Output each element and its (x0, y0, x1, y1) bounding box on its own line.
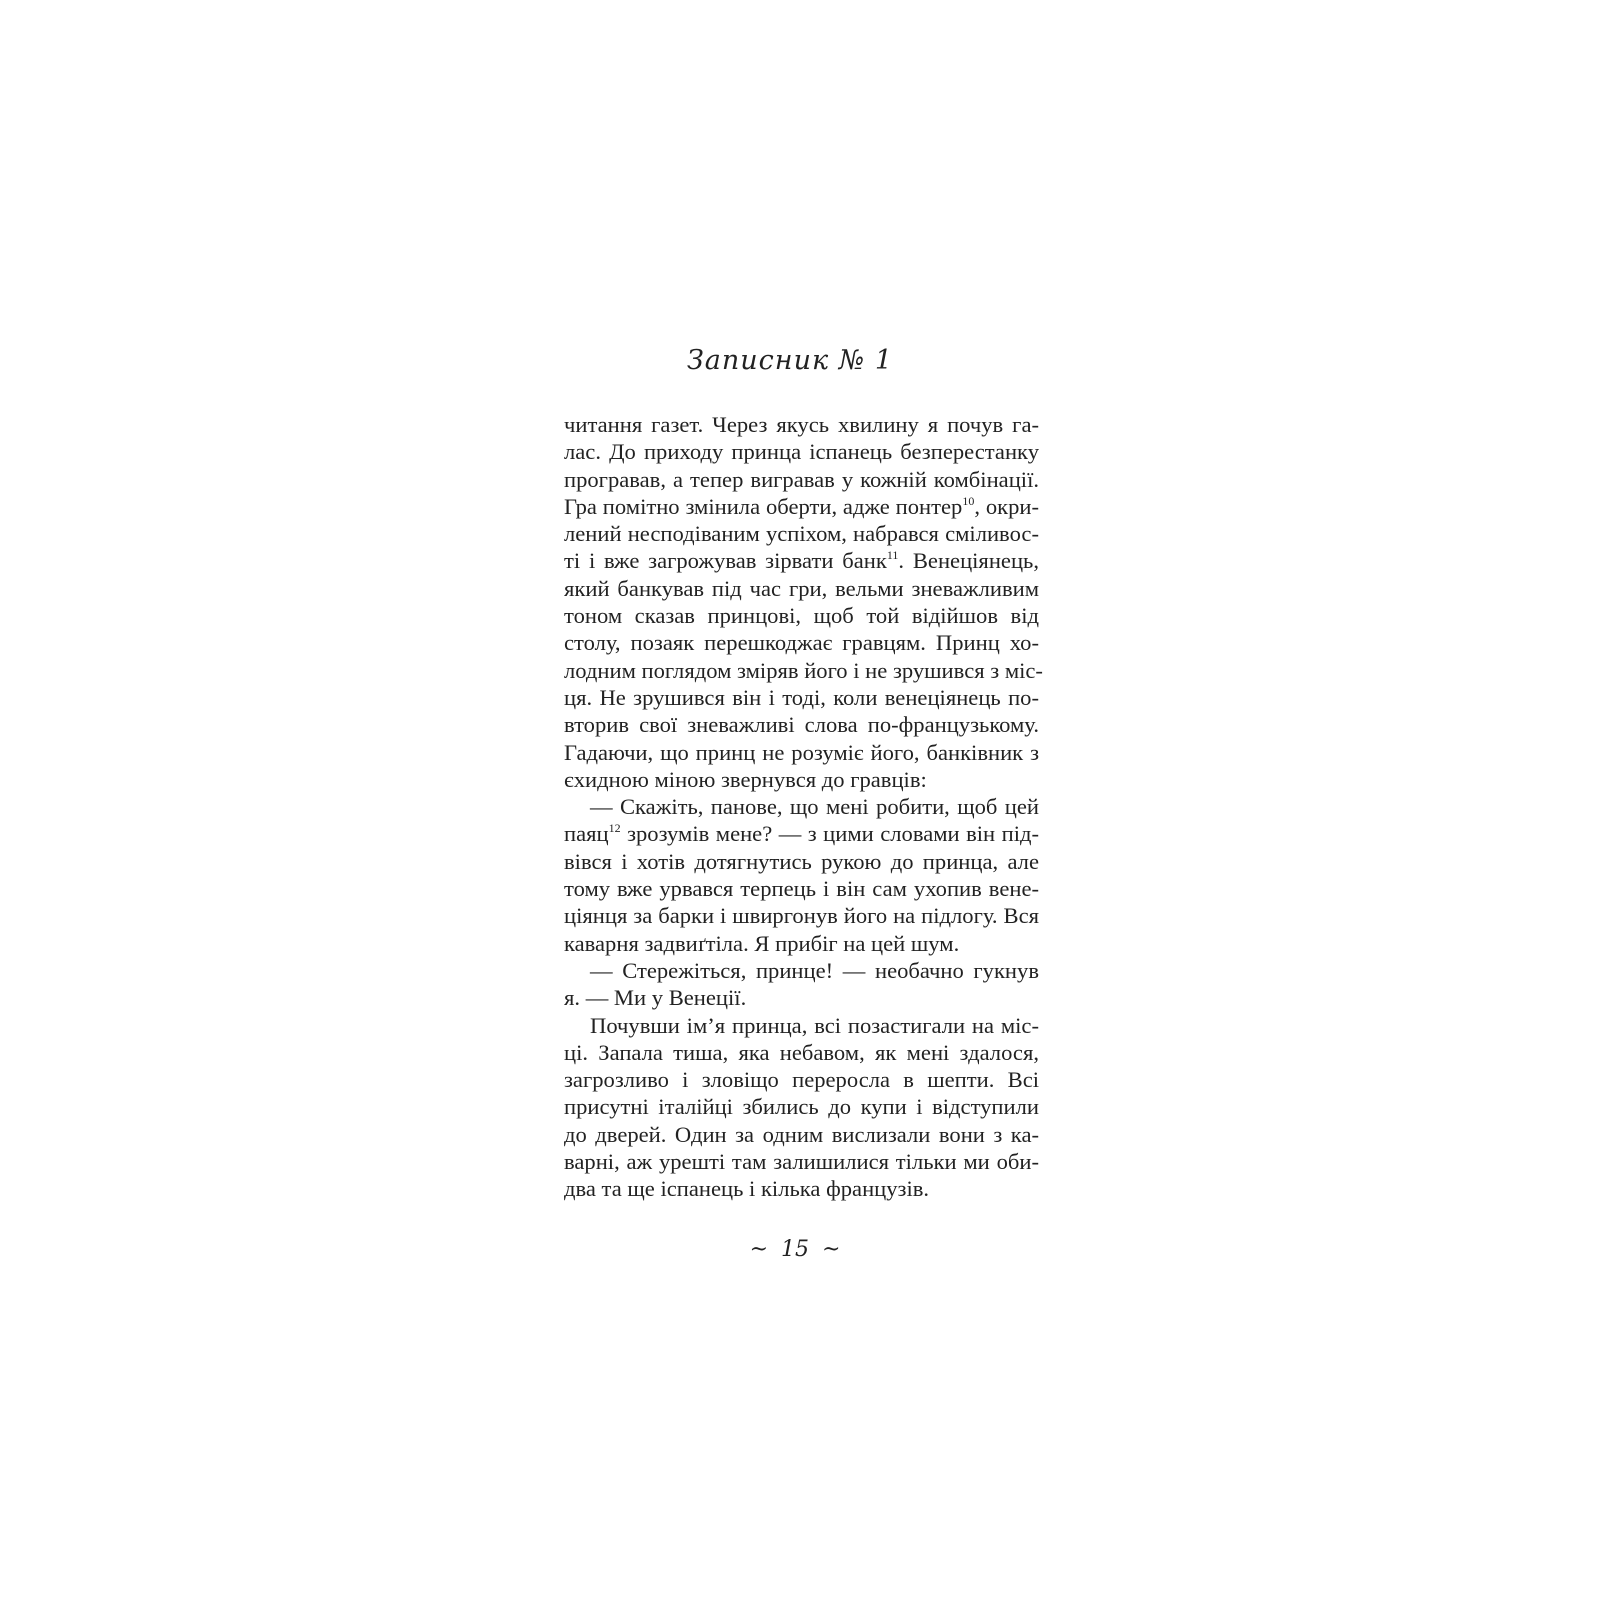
text-segment: , окри- (974, 493, 1040, 519)
text-segment: зрозумів мене? — з цими словами він під- (620, 821, 1039, 847)
text-line (564, 930, 1039, 957)
text-segment: лений несподіваним успіхом, набрався сміливос- (564, 521, 1039, 547)
text-segment: вторив свої зневажливі слова по-французькому. (564, 712, 1039, 738)
text-segment: лодним поглядом зміряв його і не зрушився з міс- (564, 657, 1043, 683)
text-segment: присутні італійці збились до купи і відступили (564, 1094, 1039, 1120)
text-line (564, 957, 1039, 984)
text-line (564, 766, 1039, 793)
text-segment: Почувши ім’я принца, всі позастигали на міс- (590, 1012, 1039, 1038)
footnote-ref: 12 (608, 821, 621, 836)
text-line (564, 575, 1039, 602)
text-segment: варні, аж урешті там залишилися тільки ми оби- (564, 1149, 1039, 1175)
text-line (564, 466, 1039, 493)
text-line (564, 684, 1039, 711)
footnote-ref: 10 (962, 493, 975, 508)
text-segment: Гадаючи, що принц не розуміє його, банківник з (564, 739, 1039, 765)
text-segment: — Стережіться, принце! — необачно гукнув (590, 957, 1039, 983)
text-segment: Гра помітно змінила оберти, адже понтер (564, 493, 963, 519)
text-line (564, 984, 1039, 1011)
text-segment: лас. До приходу принца іспанець безперестанку (564, 439, 1039, 465)
text-segment: тому вже урвався терпець і він сам ухопив вене- (564, 876, 1039, 902)
text-segment: загрозливо і зловіщо переросла в шепти. Всі (564, 1067, 1039, 1093)
text-line (564, 820, 1039, 847)
text-line (564, 1093, 1039, 1120)
text-line (564, 602, 1039, 629)
text-line (564, 1148, 1039, 1175)
text-line (564, 438, 1039, 465)
text-line (564, 875, 1039, 902)
text-line (564, 411, 1039, 438)
running-head: Записник № 1 (686, 345, 893, 376)
text-segment: я. — Ми у Венеції. (564, 985, 747, 1011)
text-line (564, 1121, 1039, 1148)
text-segment: до дверей. Один за одним вислизали вони з ка- (564, 1121, 1039, 1147)
body-text (564, 411, 1043, 1203)
text-segment: ціянця за барки і швиргонув його на підлогу. Вся (564, 903, 1039, 929)
page-number-footer (0, 1237, 1595, 1262)
text-segment: столу, позаяк перешкоджає гравцям. Принц хо- (564, 630, 1039, 656)
text-line (564, 1066, 1039, 1093)
text-segment: паяц (564, 821, 609, 847)
text-segment: ті і вже загрожував зірвати банк (564, 548, 887, 574)
text-segment: — Скажіть, панове, що мені робити, щоб цей (590, 794, 1039, 820)
text-line (564, 1012, 1039, 1039)
text-segment: вівся і хотів дотягнутись рукою до принца, але (564, 848, 1039, 874)
text-segment: ці. Запала тиша, яка небавом, як мені здалося, (564, 1039, 1039, 1065)
text-segment: ця. Не зрушився він і тоді, коли венеціянець по- (564, 684, 1039, 710)
folio-dash-right: ~ (822, 1237, 841, 1262)
text-line (564, 520, 1039, 547)
text-line (564, 547, 1039, 574)
text-segment: тоном сказав принцові, щоб той відійшов від (564, 603, 1039, 629)
text-line (564, 711, 1039, 738)
text-line (564, 902, 1039, 929)
page-number: 15 (781, 1237, 809, 1262)
text-line (564, 739, 1039, 766)
text-segment: . Венеціянець, (898, 548, 1039, 574)
text-line (564, 493, 1039, 520)
text-segment: програвав, а тепер вигравав у кожній комбінації. (564, 466, 1039, 492)
text-segment: каварня задвиґтіла. Я прибіг на цей шум. (564, 930, 960, 956)
text-segment: єхидною міною звернувся до гравців: (564, 766, 927, 792)
text-line (564, 793, 1039, 820)
text-segment: який банкував під час гри, вельми зневажливим (564, 575, 1039, 601)
footnote-ref: 11 (886, 548, 899, 563)
text-line (564, 1039, 1039, 1066)
text-line (564, 848, 1039, 875)
folio-dash-left: ~ (749, 1237, 768, 1262)
text-segment: два та ще іспанець і кілька французів. (564, 1176, 930, 1202)
text-line (564, 1175, 1039, 1202)
text-line (564, 657, 1043, 684)
text-segment: читання газет. Через якусь хвилину я почув га- (564, 412, 1039, 437)
text-line (564, 629, 1039, 656)
